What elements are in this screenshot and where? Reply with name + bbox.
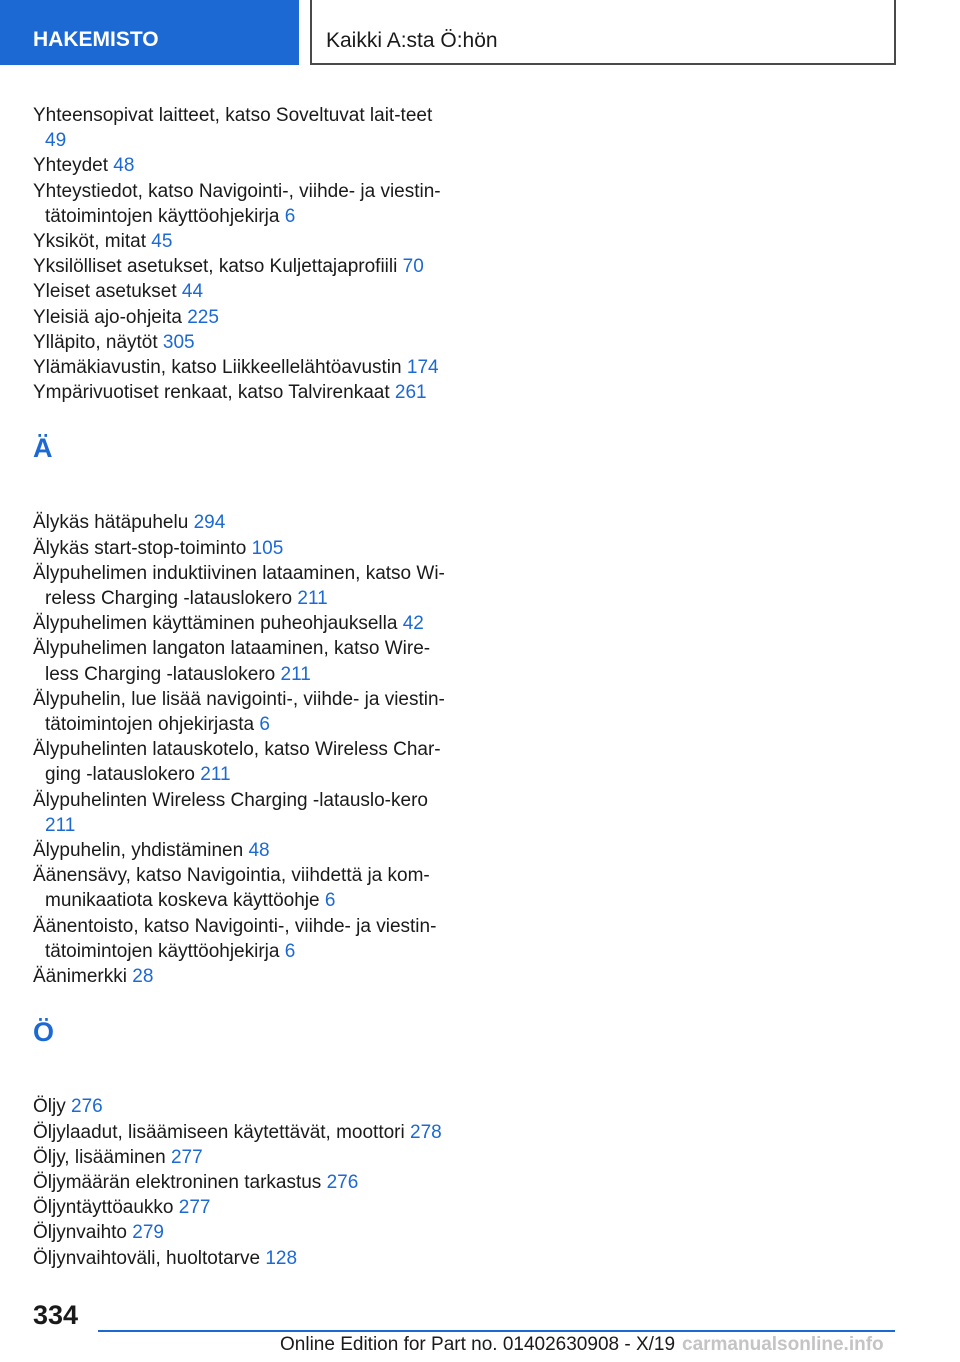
index-list: [33, 103, 453, 1271]
section-tab-label: HAKEMISTO: [33, 28, 159, 51]
page-header-title: [310, 0, 896, 65]
index-entry[interactable]: Yleisiä ajo-ohjeita 225: [33, 306, 219, 328]
page-link[interactable]: 211: [200, 764, 231, 786]
page-link[interactable]: 6: [284, 940, 296, 962]
index-entry[interactable]: Älypuhelimen langaton lataaminen, katso Wire-less Charging -latauslokero 211: [33, 638, 431, 685]
index-entry[interactable]: Yhteydet 48: [33, 155, 135, 177]
page-link[interactable]: 6: [284, 205, 296, 227]
index-entry[interactable]: Öljynvaihtoväli, huoltotarve 128: [33, 1247, 298, 1269]
index-entry[interactable]: Älykäs start-stop-toiminto 105: [33, 537, 284, 559]
page-link[interactable]: 48: [248, 840, 270, 862]
index-entry[interactable]: Yhteystiedot, katso Navigointi-, viihde- ja viestin-tätoimintojen käyttöohjekirja 6: [33, 180, 441, 227]
index-entry[interactable]: Älypuhelinten Wireless Charging -latauslo-kero 211: [33, 789, 428, 836]
page-link[interactable]: 294: [193, 512, 226, 534]
index-group-ae: [33, 510, 453, 989]
index-entry[interactable]: Älypuhelin, lue lisää navigointi-, viihde- ja viestin-tätoimintojen ohjekirjasta 6: [33, 688, 445, 736]
page-link[interactable]: 211: [45, 814, 76, 836]
index-entry[interactable]: Älykäs hätäpuhelu 294: [33, 512, 226, 534]
page-link[interactable]: 277: [170, 1146, 203, 1168]
page-link[interactable]: 105: [251, 537, 284, 559]
index-entry[interactable]: Öljynvaihto 279: [33, 1222, 164, 1244]
index-entry[interactable]: Yksilölliset asetukset, katso Kuljettajaprofiili 70: [33, 256, 424, 278]
page-link[interactable]: 48: [113, 155, 135, 177]
footer-edition-text: Online Edition for Part no. 01402630908 - X/19: [280, 1334, 676, 1355]
index-entry[interactable]: Äänensävy, katso Navigointia, viihdettä ja kom-munikaatiota koskeva käyttöohje 6: [33, 865, 430, 912]
page-link[interactable]: 70: [402, 256, 424, 278]
index-entry[interactable]: Yhteensopivat laitteet, katso Soveltuvat lait-teet 49: [33, 105, 433, 152]
page-link[interactable]: 276: [71, 1096, 103, 1118]
index-entry[interactable]: Ylläpito, näytöt 305: [33, 331, 195, 353]
index-entry[interactable]: Öljy, lisääminen 277: [33, 1146, 203, 1168]
page-link[interactable]: 6: [259, 714, 270, 736]
section-tab[interactable]: [0, 0, 299, 65]
index-entry[interactable]: Öljy 276: [33, 1096, 103, 1118]
page-link[interactable]: 276: [326, 1171, 359, 1193]
index-entry[interactable]: Älypuhelin, yhdistäminen 48: [33, 840, 270, 862]
index-entry[interactable]: Äänentoisto, katso Navigointi-, viihde- ja viestin-tätoimintojen käyttöohjekirja 6: [33, 915, 437, 962]
index-entry[interactable]: Ympärivuotiset renkaat, katso Talvirenkaat 261: [33, 382, 427, 404]
page-link[interactable]: 211: [280, 663, 311, 685]
page-link[interactable]: 278: [410, 1121, 442, 1143]
index-entry[interactable]: Yksiköt, mitat 45: [33, 231, 173, 253]
page-link[interactable]: 44: [181, 281, 204, 303]
page-number: 334: [33, 1300, 79, 1330]
page-link[interactable]: 261: [394, 382, 427, 404]
page-link[interactable]: 42: [402, 613, 424, 635]
page-link[interactable]: 305: [162, 331, 195, 353]
index-entry[interactable]: Ylämäkiavustin, katso Liikkeellelähtöavustin 174: [33, 357, 439, 379]
page-link[interactable]: 211: [297, 588, 328, 610]
page-link[interactable]: 45: [151, 231, 173, 253]
page-link[interactable]: 174: [406, 357, 439, 379]
index-entry[interactable]: Älypuhelimen induktiivinen lataaminen, katso Wi-reless Charging -latauslokero 211: [33, 562, 445, 610]
index-group-y: [33, 103, 453, 405]
footer-divider: [98, 1330, 895, 1332]
index-entry[interactable]: Äänimerkki 28: [33, 966, 154, 988]
index-group-oe: [33, 1094, 453, 1270]
index-entry[interactable]: Älypuhelimen käyttäminen puheohjauksella 42: [33, 613, 424, 635]
index-entry[interactable]: Yleiset asetukset 44: [33, 281, 204, 303]
section-letter-ae: Ä: [33, 433, 53, 464]
page-link[interactable]: 225: [187, 306, 219, 328]
page-link[interactable]: 128: [265, 1247, 298, 1269]
page-link[interactable]: 6: [324, 890, 336, 912]
index-entry[interactable]: Älypuhelinten latauskotelo, katso Wireless Char-ging -latauslokero 211: [33, 739, 441, 786]
section-letter-oe: Ö: [33, 1017, 55, 1048]
page-link[interactable]: 279: [132, 1222, 164, 1244]
page-link[interactable]: 277: [178, 1197, 211, 1219]
index-entry[interactable]: Öljyntäyttöaukko 277: [33, 1197, 211, 1219]
header-title-text: Kaikki A:sta Ö:hön: [326, 29, 498, 52]
watermark: carmanualsonline.info: [682, 1334, 884, 1355]
page-link[interactable]: 28: [132, 966, 154, 988]
index-entry[interactable]: Öljymäärän elektroninen tarkastus 276: [33, 1171, 359, 1193]
index-entry[interactable]: Öljylaadut, lisäämiseen käytettävät, moottori 278: [33, 1121, 442, 1143]
page-link[interactable]: 49: [45, 130, 67, 152]
